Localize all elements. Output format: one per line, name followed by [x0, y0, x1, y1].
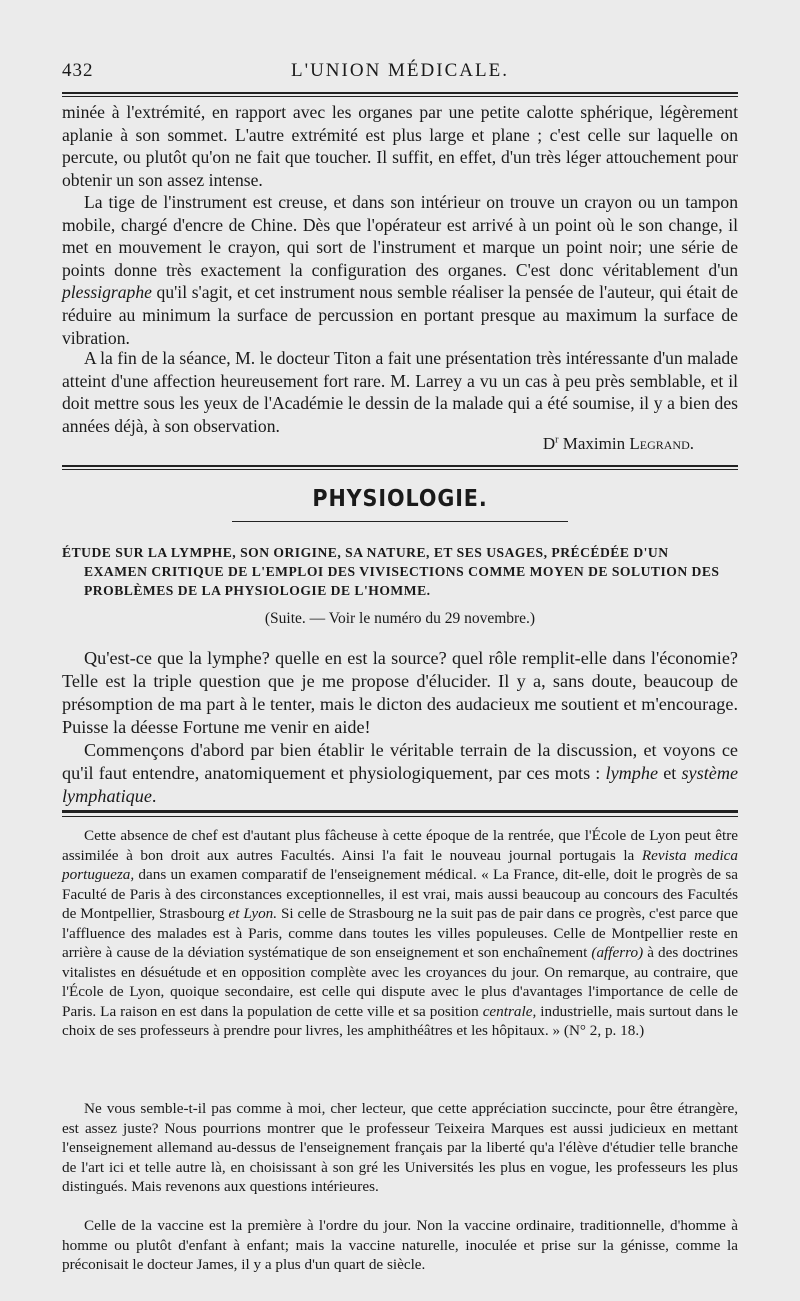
header-rule-thin — [62, 96, 738, 97]
footnote-1-text-e: industrielle, mais surtout dans le choix de ses professeurs à prendre pour livres, les amphithéâtres et les hôpitaux. » (N° 2, p. 18.) — [62, 1002, 739, 1040]
section-rule-thin — [62, 469, 738, 470]
page-number: 432 — [62, 60, 94, 81]
footnote-3-text: Celle de la vaccine est la première à l'ordre du jour. Non la vaccine ordinaire, traditionnelle, d'homme à homme ou plutôt d'enfant à enfant; mais la vaccine naturelle, inoculée et prise sur la génisse, comme la préconisait le docteur James, il y a plus d'un quart de siècle. — [62, 1217, 738, 1274]
footnote-paragraph-1 — [62, 826, 738, 1041]
article-paragraph-2-text: Commençons d'abord par bien établir le véritable terrain de la discussion, et voyons ce qu'il faut entendre, anatomiquement et physiologiquement, par ces mots : — [62, 740, 738, 783]
footnote-1-text-b: dans un examen comparatif de l'enseignement médical. « La France, dit-elle, doit le progrès de sa Faculté de Paris à des circonstances exceptionnelles, il est vrai, mais aussi beaucoup au concours des Facultés de Montpellier, Strasbourg — [62, 866, 738, 923]
section-rule-thick — [62, 465, 738, 467]
signature-title — [543, 434, 559, 453]
article-paragraph-2-conj: et — [663, 763, 677, 783]
article-paragraph-1 — [62, 647, 738, 739]
body-paragraph-1-text: minée à l'extrémité, en rapport avec les organes par une petite calotte sphérique, légèrement aplanie à son sommet. L'autre extrémité est plus large et plane ; c'est celle sur laquelle on percute, ou plutôt qu'on ne fait que toucher. Il suffit, en effet, d'un très léger attouchement pour obtenir un son assez intense. — [62, 102, 738, 190]
continuation-note: (Suite. — Voir le numéro du 29 novembre.) — [264, 610, 536, 627]
header-rule — [62, 92, 738, 94]
body-paragraph-2 — [62, 191, 738, 349]
footnote-1-italic-lyon: et Lyon. — [228, 905, 278, 923]
article-paragraph-1-text: Qu'est-ce que la lymphe? quelle en est la source? quel rôle remplit-elle dans l'économie? Telle est la triple question que je me propose d'élucider. Il y a, sans doute, beaucoup de présomption de ma part à le tenter, mais le dicton des audacieux me soutient et m'encourage. Puisse la déesse Fortune me venir en aide! — [62, 648, 738, 737]
footnote-paragraph-3 — [62, 1216, 738, 1275]
author-signature — [543, 434, 694, 454]
running-title: L'UNION MÉDICALE. — [291, 60, 509, 81]
footnote-1-text-c: Si celle de Strasbourg ne la suit pas de pair dans ce progrès, c'est parce que l'affluence des malades est à Paris, comme dans toutes les villes populeuses. Celle de Montpellier reste en arrière à cause de la déviation systématique de son enseignement et son enchaînement — [62, 905, 738, 962]
section-heading: PHYSIOLOGIE. — [312, 486, 488, 512]
body-paragraph-2-text-a: La tige de l'instrument est creuse, et dans son intérieur on trouve un crayon ou un tampon mobile, chargé d'encre de Chine. Dès que l'opérateur est arrivé à un point où le son change, il met en mouvement le crayon, qui sort de l'instrument et marque un point noir; une série de points donne très exactement la configuration des organes. C'est donc véritablement d'un — [62, 192, 738, 280]
journal-name: Revista medica portugueza, — [62, 846, 739, 884]
term-systeme-lymphatique: système lymphatique — [62, 763, 739, 806]
feuilleton-rule-thin — [62, 816, 738, 817]
signature-title-letter: D — [542, 434, 556, 453]
article-title-line-1: ÉTUDE SUR LA LYMPHE, SON ORIGINE, SA NATURE, ET SES USAGES, PRÉCÉDÉE D'UN — [62, 545, 669, 560]
term-lymphe: lymphe — [605, 763, 659, 783]
article-paragraph-2-end: . — [151, 786, 157, 806]
feuilleton-rule-thick — [62, 810, 738, 813]
article-paragraph-2 — [62, 739, 738, 808]
signature-title-sup: r — [555, 434, 559, 446]
footnote-1-text-d: à des doctrines vitalistes en désuétude et en opposition complète avec les croyances du jour. On remarque, au contraire, que l'École de Lyon, quoique secondaire, est celle qui dispute avec le plus d'avantages l'importance de celle de Paris. La raison en est dans la population de cette ville et sa position — [62, 944, 739, 1020]
footnote-1-text-a: Cette absence de chef est d'autant plus fâcheuse à cette époque de la rentrée, que l'École de Lyon peut être assimilée à bon droit aux autres Facultés. Ainsi l'a fait le nouveau journal portugais la — [62, 827, 738, 864]
footnote-1-italic-centrale: centrale, — [482, 1002, 537, 1020]
body-paragraph-3 — [62, 347, 738, 437]
body-paragraph-1 — [62, 101, 738, 191]
footnote-paragraph-2 — [62, 1099, 738, 1197]
section-heading-underline — [232, 521, 568, 522]
signature-first-name: Maximin — [562, 434, 626, 453]
article-title-line-3: PROBLÈMES DE LA PHYSIOLOGIE DE L'HOMME. — [84, 583, 431, 598]
page-header — [62, 60, 738, 84]
article-title — [62, 543, 738, 600]
signature-last-name: Legrand. — [629, 434, 694, 453]
footnote-1-italic-afferro: (afferro) — [591, 944, 644, 962]
footnote-2-text: Ne vous semble-t-il pas comme à moi, cher lecteur, que cette appréciation succincte, pour être étrangère, est assez juste? Nous pourrions montrer que le professeur Teixeira Marques est aussi judicieux en mettant l'enseignement allemand au-dessus de l'enseignement français par la liberté qu'a l'élève d'étudier telle branche de l'art ici et telle autre là, en choisissant à son gré les Universités les plus en vogue, les professeurs les plus distingués. Mais revenons aux questions intérieures. — [62, 1100, 738, 1196]
body-paragraph-2-text-b: qu'il s'agit, et cet instrument nous semble réaliser la pensée de l'auteur, qui était de réduire au minimum la surface de percussion en portant presque au maximum la surface de vibration. — [62, 282, 738, 348]
plessigraphe-term: plessigraphe — [62, 282, 152, 303]
body-paragraph-3-text: A la fin de la séance, M. le docteur Titon a fait une présentation très intéressante d'un malade atteint d'une affection heureusement fort rare. M. Larrey a vu un cas à peu près semblable, et il doit mettre sous les yeux de l'Académie le dessin de la malade qui a été soumise, il y a bien des années déjà, à son observation. — [62, 348, 738, 436]
article-title-line-2: EXAMEN CRITIQUE DE L'EMPLOI DES VIVISECTIONS COMME MOYEN DE SOLUTION DES — [84, 564, 720, 579]
